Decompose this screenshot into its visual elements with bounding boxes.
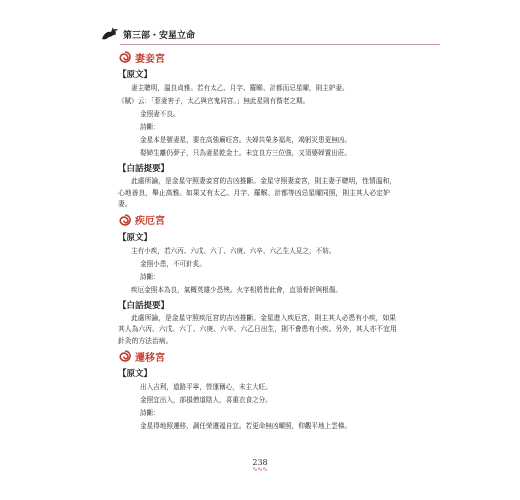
poem-label: 詩斷： (140, 272, 160, 281)
original-text-label: 【原文】 (118, 70, 153, 80)
poem-label: 詩斷： (140, 123, 160, 131)
section-title: 妻妾宮 (135, 53, 165, 65)
section-title: 遷移宮 (135, 352, 165, 364)
running-header (100, 22, 195, 46)
original-text-label: 【原文】 (118, 369, 153, 379)
original-line: 主有小疾，若六丙、六戊、六丁、六庚、六辛、六乙生人見之，不妨。 (131, 246, 336, 255)
poem-line: 疾厄金照本為良，氣概英雄少恐殃。火字相將皆此會，直須骨折與根傷。 (131, 285, 342, 294)
section-heading (118, 213, 400, 227)
vernacular-summary: 此處所論，是金星守照妻妾宮的吉凶推斷。金星守照妻妾宮，則主妻子聰明，性情溫和，心地善良，舉止高雅。如果又有太乙、月字、羅睺、計都等凶忌星曜同照，則主其人必定妒妻。 (118, 177, 397, 208)
original-line: 出入吉利，道路平寧，營運稱心，未主大旺。 (140, 383, 272, 391)
section-heading (118, 349, 400, 363)
original-text-label: 【原文】 (118, 232, 153, 243)
chapter-title: 第三部・安星立命 (123, 30, 196, 41)
vernacular-summary: 此處所論，是金星守照疾厄宮的吉凶推斷。金星進入疾厄宮，則主其人必患有小疾，如果其人為六丙、六戊、六丁、六庚、六辛、六乙日出生，則不會患有小疾。另外，其人亦不宜用針灸的方法治病。 (118, 313, 397, 345)
page-body (118, 50, 400, 433)
poem-line: 娶婦生離仍夢子，只為妻星乾金土。未宜良方三位強，又須婆婦置田莊。 (140, 149, 351, 157)
header-rule (120, 44, 440, 45)
section-title: 疾厄宮 (135, 216, 165, 227)
poem-line: 金星得地照遷移，調任荣遷福自宜。若更命無凶曜照，仰觀平地上雲梯。 (140, 422, 351, 430)
swirl-icon (118, 349, 132, 363)
page-number: 238 (252, 458, 268, 467)
swirl-icon (118, 50, 132, 64)
section-travel-palace (118, 349, 400, 432)
original-line: 《賦》云：「惹妻害子，太乙與官鬼同宮。」無此星則有偕老之期。 (118, 97, 310, 105)
original-line: 金照宜出入，部損僧道陰人，喜重衣食之分。 (140, 396, 272, 404)
dragon-logo-icon (100, 25, 120, 43)
original-line: 妻主聰明，溫良貞雅。若有太乙、月字、羅睺、計都而忌星曜，則主妒妻。 (131, 84, 349, 92)
page-footer (0, 458, 520, 473)
section-illness-palace (118, 213, 400, 348)
vernacular-summary-label: 【白話提要】 (118, 164, 170, 174)
vernacular-summary-label: 【白話提要】 (118, 300, 170, 311)
section-spouse-palace (118, 50, 400, 211)
section-heading (118, 50, 400, 64)
poem-line: 金星本是號妻星，要在高強廟旺宮。夫婦共榮多福兆，竭躬災患更無凶。 (140, 136, 351, 144)
original-line: 金照妻不良。 (140, 110, 180, 118)
swirl-icon (118, 213, 132, 227)
footer-ornament: ∿∿∿ (252, 466, 268, 473)
original-line: 金照小患，不可針炙。 (140, 259, 206, 268)
poem-label: 詩斷： (140, 409, 160, 417)
